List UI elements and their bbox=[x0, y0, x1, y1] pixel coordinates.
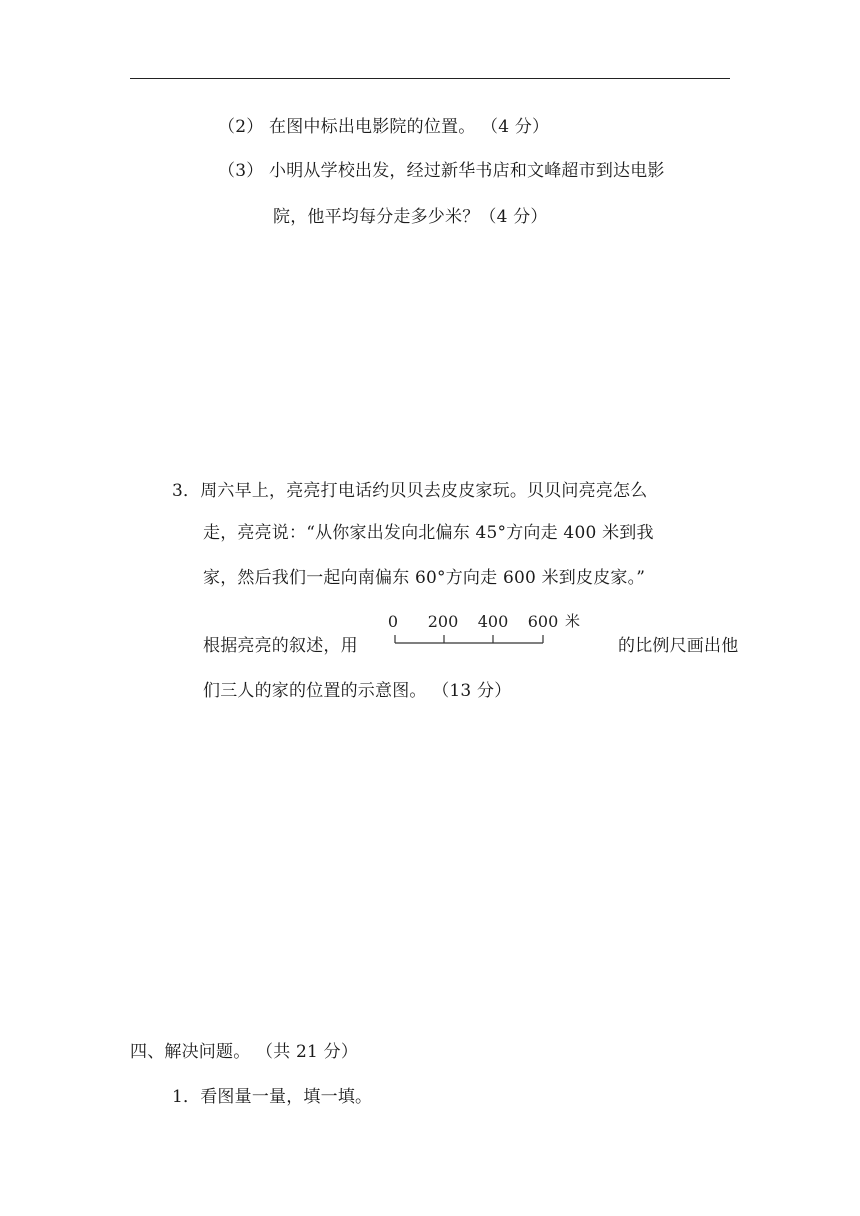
question-3-line-2: 走，亮亮说：“从你家出发向北偏东 45°方向走 400 米到我 bbox=[203, 523, 654, 543]
scale-bar-graphic bbox=[383, 612, 593, 652]
scale-unit-label: 米 bbox=[565, 612, 581, 630]
scale-label-600: 600 bbox=[527, 612, 559, 631]
scale-label-200: 200 bbox=[427, 612, 459, 631]
scale-label-400: 400 bbox=[477, 612, 509, 631]
question-3-line-3: 家，然后我们一起向南偏东 60°方向走 600 米到皮皮家。” bbox=[203, 568, 646, 588]
question-3-line-4-after: 的比例尺画出他 bbox=[618, 636, 739, 656]
question-3-line-1: 3．周六早上，亮亮打电话约贝贝去皮皮家玩。贝贝问亮亮怎么 bbox=[172, 481, 648, 501]
section-4-question-1: 1．看图量一量，填一填。 bbox=[172, 1087, 373, 1107]
section-4-heading: 四、解决问题。 （共 21 分） bbox=[130, 1042, 359, 1062]
question-item-3-line-2: 院，他平均每分走多少米？（4 分） bbox=[273, 207, 548, 227]
question-3-line-5: 们三人的家的位置的示意图。 （13 分） bbox=[203, 681, 512, 701]
question-item-3-line-1: （3） 小明从学校出发，经过新华书店和文峰超市到达电影 bbox=[218, 161, 665, 181]
question-item-2: （2） 在图中标出电影院的位置。 （4 分） bbox=[218, 117, 550, 137]
question-3-line-4-before: 根据亮亮的叙述，用 bbox=[203, 636, 358, 656]
scale-bar bbox=[383, 612, 593, 652]
top-rule bbox=[130, 78, 730, 79]
scale-label-0: 0 bbox=[387, 612, 399, 631]
